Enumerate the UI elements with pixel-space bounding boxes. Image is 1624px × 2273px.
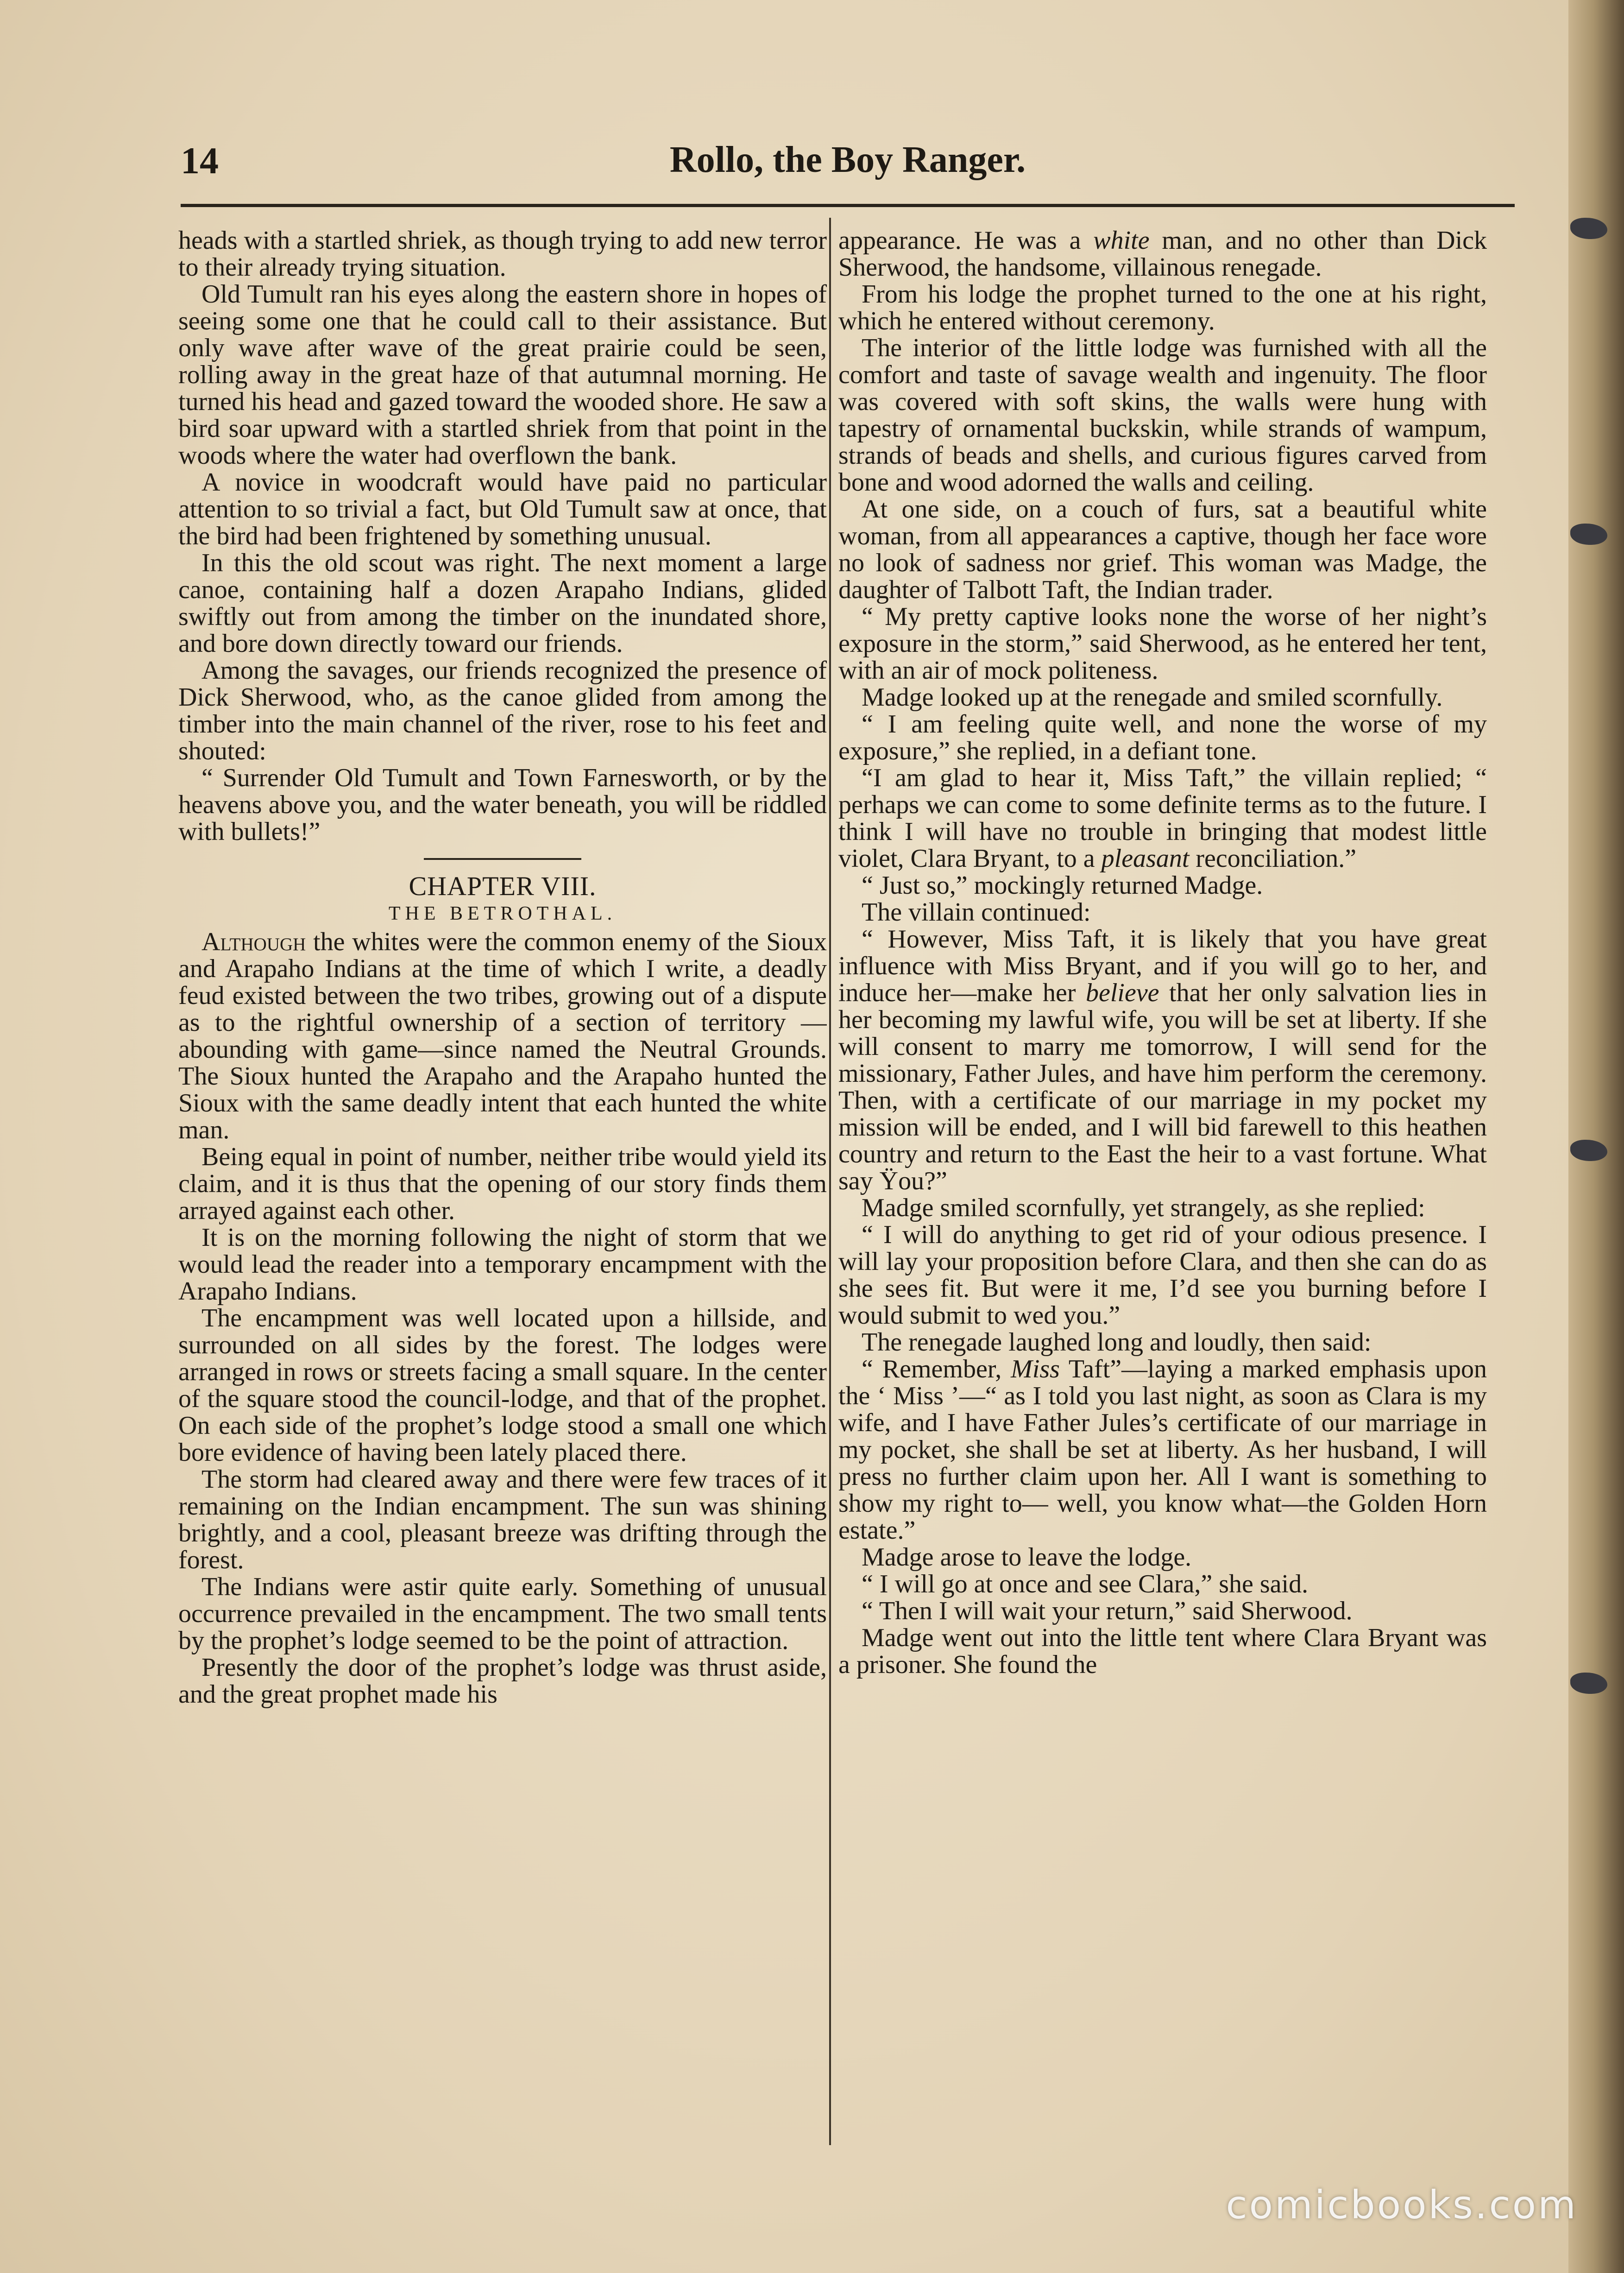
paragraph: Madge smiled scornfully, yet strangely, as she replied:: [862, 1193, 1425, 1222]
paragraph: It is on the morning following the night of storm that we would lead the reader into a temporary encampment with the Arapaho Indians.: [178, 1223, 827, 1306]
header-rule: [181, 204, 1515, 207]
paragraph-text: appearance. He was a: [838, 227, 1094, 255]
paragraph-text: “ However, Miss Taft, it is likely that you have great influence with Miss Bryant, and if you will go to her, and induce her—make her: [838, 925, 1487, 1007]
paragraph: [838, 764, 1487, 872]
paragraph: “ I will do anything to get rid of your odious presence. I will lay your proposition before Clara, and then she can do as she sees fit. But were it me, I’d see you burning before I would submit to wed you.”: [838, 1220, 1487, 1330]
paragraph: “ I am feeling quite well, and none the worse of my exposure,” she replied, in a defiant tone.: [838, 710, 1487, 765]
emphasis: pleasant: [1101, 844, 1190, 873]
watermark: comicbooks.com: [1226, 2182, 1578, 2228]
paragraph: Being equal in point of number, neither tribe would yield its claim, and it is thus that the opening of our story finds them arrayed against each other.: [178, 1143, 827, 1225]
chapter-title: CHAPTER VIII.: [409, 871, 597, 901]
paragraph: From his lodge the prophet turned to the one at his right, which he entered without ceremony.: [838, 280, 1487, 335]
paragraph: The renegade laughed long and loudly, then said:: [862, 1328, 1372, 1357]
paragraph: The villain continued:: [862, 898, 1091, 927]
paragraph-text: “ Remember,: [862, 1355, 1011, 1383]
paragraph-text: “I am glad to hear it, Miss Taft,” the villain replied; “ perhaps we can come to some definite terms as to the future. I think I will have no trouble in bringing that modest little violet, Clara Bryant, to a: [838, 764, 1487, 873]
column-divider: [829, 218, 831, 2145]
section-rule: [424, 858, 581, 860]
paragraph: The storm had cleared away and there were few traces of it remaining on the Indian encampment. The sun was shining brightly, and a cool, pleasant breeze was drifting through the forest.: [178, 1465, 827, 1574]
paragraph: Madge went out into the little tent where Clara Bryant was a prisoner. She found the: [838, 1623, 1487, 1679]
paragraph-text: that her only salvation lies in her becoming my lawful wife, you will be set at liberty. If she will consent to marry me tomorrow, I will send for the missionary, Father Jules, and have him perform the ceremony. Then, with a certificate of our marriage in my pocket my mission will be ended, and I will bid farewell to this heathen country and return to the East the heir to a vast fortune. What say Ÿou?”: [838, 979, 1487, 1195]
paragraph: At one side, on a couch of furs, sat a beautiful white woman, from all appearances a captive, though her face wore no look of sadness nor grief. This woman was Madge, the daughter of Talbott Taft, the Indian trader.: [838, 495, 1487, 604]
paragraph: A novice in woodcraft would have paid no particular attention to so trivial a fact, but Old Tumult saw at once, that the bird had been frightened by something unusual.: [178, 468, 827, 550]
paragraph: The encampment was well located upon a hillside, and surrounded on all sides by the forest. The lodges were arranged in rows or streets facing a small square. In the center of the square stood the council-lodge, and that of the prophet. On each side of the prophet’s lodge stood a small one which bore evidence of having been lately placed there.: [178, 1304, 827, 1467]
paragraph-text: reconciliation.”: [1189, 844, 1357, 873]
paragraph: Presently the door of the prophet’s lodge was thrust aside, and the great prophet made his: [178, 1653, 827, 1709]
paragraph: [838, 1356, 1487, 1544]
paragraph: The interior of the little lodge was furnished with all the comfort and taste of savage wealth and ingenuity. The floor was covered with soft skins, the walls were hung with tapestry of ornamental buckskin, while strands of wampum, strands of beads and shells, and curious figures carved from bone and wood adorned the walls and ceiling.: [838, 334, 1487, 497]
paragraph-text: Taft”—laying a marked emphasis upon the ‘ Miss ’—“ as I told you last night, as soon as Clara is my wife, and I have Father Jules’s certificate of our marriage in my pocket, she shall be set at liberty. As her husband, I will press no further claim upon her. All I want is something to show my right to— well, you know what—the Golden Horn estate.”: [838, 1355, 1487, 1545]
emphasis: white: [1093, 227, 1150, 255]
paragraph: Madge arose to leave the lodge.: [862, 1543, 1192, 1572]
paragraph-lead: Although: [201, 928, 306, 956]
running-title: Rollo, the Boy Ranger.: [669, 139, 1026, 180]
paragraph: “ Then I will wait your return,” said Sherwood.: [862, 1597, 1353, 1625]
paragraph: “ My pretty captive looks none the worse of her night’s exposure in the storm,” said Sherwood, as he entered her tent, with an air of mock politeness.: [838, 602, 1487, 685]
paragraph: [178, 928, 827, 1143]
paragraph: The Indians were astir quite early. Something of unusual occurrence prevailed in the encampment. The two small tents by the prophet’s lodge seemed to be the point of attraction.: [178, 1572, 827, 1655]
paragraph: “ Surrender Old Tumult and Town Farnesworth, or by the heavens above you, and the water beneath, you will be riddled with bullets!”: [178, 764, 827, 846]
emphasis: believe: [1086, 979, 1159, 1007]
emphasis: Miss: [1011, 1355, 1060, 1383]
paragraph: Madge looked up at the renegade and smiled scornfully.: [862, 683, 1443, 712]
paragraph: “ Just so,” mockingly returned Madge.: [862, 871, 1263, 900]
right-column: [838, 227, 1487, 2145]
binding-spine: [1568, 0, 1624, 2273]
paragraph: [838, 926, 1487, 1194]
chapter-subtitle: THE BETROTHAL.: [388, 903, 617, 924]
paragraph: [838, 227, 1487, 281]
page-number: 14: [181, 139, 219, 182]
paragraph: heads with a startled shriek, as though trying to add new terror to their already trying situation.: [178, 227, 827, 282]
left-column: [178, 227, 827, 2145]
paragraph: “ I will go at once and see Clara,” she said.: [862, 1570, 1309, 1598]
paragraph-text: the whites were the common enemy of the Sioux and Arapaho Indians at the time of which I write, a deadly feud existed between the two tribes, growing out of a dispute as to the rightful ownership of a section of territory —abounding with game—since named the Neutral Grounds. The Sioux hunted the Arapaho and the Arapaho hunted the Sioux with the same deadly intent that each hunted the white man.: [178, 928, 827, 1144]
paragraph: Among the savages, our friends recognized the presence of Dick Sherwood, who, as the canoe glided from among the timber into the main channel of the river, rose to his feet and shouted:: [178, 656, 827, 765]
paragraph: In this the old scout was right. The next moment a large canoe, containing half a dozen Arapaho Indians, glided swiftly out from among the timber on the inundated shore, and bore down directly toward our friends.: [178, 549, 827, 658]
paragraph-text: man, and no other than Dick Sherwood, the handsome, villainous renegade.: [838, 227, 1487, 282]
page-header: [181, 139, 1515, 195]
paragraph: Old Tumult ran his eyes along the eastern shore in hopes of seeing some one that he could call to their assistance. But only wave after wave of the great prairie could be seen, rolling away in the great haze of that autumnal morning. He turned his head and gazed toward the wooded shore. He saw a bird soar upward with a startled shriek from that point in the woods where the water had overflown the bank.: [178, 280, 827, 470]
